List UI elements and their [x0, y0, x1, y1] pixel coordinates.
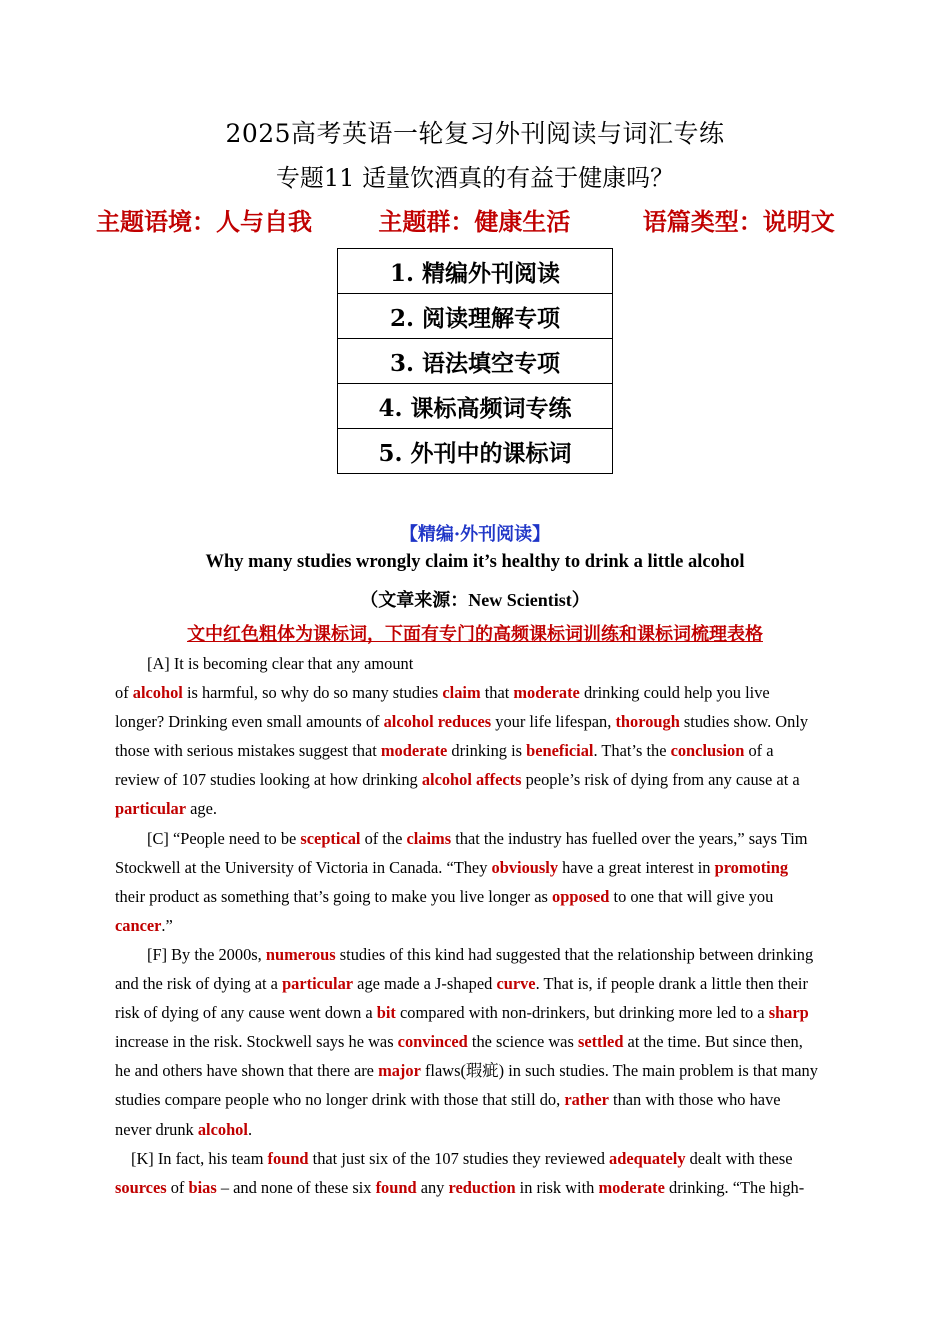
article-text: any: [416, 1177, 449, 1197]
article-text: [C] “People need to be: [147, 828, 301, 848]
article-line: [115, 824, 840, 853]
vocab-keyword: opposed: [552, 886, 610, 906]
article-text: [K] In fact, his team: [131, 1148, 268, 1168]
article-text: studies of this kind had suggested that the relationship between drinking: [335, 944, 814, 964]
article-text: studies compare people who no longer drink with those that still do,: [115, 1090, 565, 1110]
article-line: [115, 649, 840, 678]
vocab-keyword: sceptical: [300, 828, 361, 848]
vocab-keyword: claim: [442, 683, 481, 703]
section-label: 【精编·外刊阅读】: [399, 524, 551, 545]
article-text: . That’s the: [593, 741, 671, 761]
article-text: drinking. “The high-: [664, 1177, 805, 1197]
article-text: flaws(瑕疵) in such studies. The main problem is that many: [420, 1061, 818, 1081]
vocab-keyword: obviously: [491, 857, 559, 877]
article-text: age.: [186, 799, 217, 819]
article-text: he and others have shown that there are: [115, 1061, 379, 1081]
article-line: [115, 1056, 840, 1085]
article-text: dealt with these: [685, 1148, 793, 1168]
article-line: [115, 1115, 840, 1144]
article-line: [115, 765, 840, 794]
article-text: in risk with: [515, 1177, 599, 1197]
article-text: people’s risk of dying from any cause at a: [521, 770, 800, 790]
article-line: [115, 736, 840, 765]
article-text: compared with non-drinkers, but drinking more led to a: [395, 1003, 769, 1023]
contents-item-2: 2. 阅读理解专项: [338, 294, 613, 339]
vocab-keyword: conclusion: [670, 741, 745, 761]
article-text: your life lifespan,: [491, 712, 616, 732]
article-line: [115, 1144, 840, 1173]
article-text: increase in the risk. Stockwell says he was: [115, 1032, 398, 1052]
article-text: those with serious mistakes suggest that: [115, 741, 381, 761]
vocab-keyword: alcohol reduces: [383, 712, 492, 732]
vocab-keyword: curve: [496, 974, 536, 994]
article-line: [115, 1027, 840, 1056]
source-name: New Scientist: [468, 590, 572, 610]
vocab-keyword: adequately: [609, 1148, 686, 1168]
vocab-keyword: alcohol: [132, 683, 183, 703]
article-line: [115, 998, 840, 1027]
vocab-keyword: moderate: [380, 741, 448, 761]
article-text: .”: [161, 915, 173, 935]
article-text: than with those who have: [608, 1090, 781, 1110]
article-text: of a: [744, 741, 774, 761]
article-text: drinking is: [447, 741, 527, 761]
vocab-keyword: settled: [577, 1032, 624, 1052]
article-line: [115, 940, 840, 969]
article-body: [115, 649, 840, 1202]
article-text: age made a J-shaped: [353, 974, 497, 994]
vocab-keyword: moderate: [513, 683, 580, 703]
vocab-keyword: sources: [115, 1177, 167, 1197]
theme-group: 主题群：健康生活: [378, 207, 571, 236]
vocab-keyword: numerous: [265, 944, 336, 964]
article-text: Stockwell at the University of Victoria in Canada. “They: [115, 857, 492, 877]
article-text: . That is, if people drank a little then their: [535, 974, 808, 994]
vocab-keyword: found: [267, 1148, 309, 1168]
vocab-keyword: moderate: [598, 1177, 665, 1197]
vocab-keyword: bias: [188, 1177, 217, 1197]
source-prefix: （文章来源：: [360, 590, 469, 611]
article-line: [115, 707, 840, 736]
source-suffix: ）: [571, 590, 590, 611]
article-text: longer? Drinking even small amounts of: [115, 712, 384, 732]
article-text: of: [166, 1177, 189, 1197]
contents-table: [337, 248, 613, 474]
article-text: drinking could help you live: [579, 683, 770, 703]
vocab-keyword: alcohol affects: [421, 770, 522, 790]
vocab-keyword: claims: [406, 828, 452, 848]
article-line: [115, 678, 840, 707]
vocab-keyword: thorough: [615, 712, 680, 732]
article-text: .: [247, 1119, 253, 1139]
article-text: that the industry has fuelled over the years,” says Tim: [451, 828, 808, 848]
vocab-keyword: sharp: [768, 1003, 809, 1023]
article-text: review of 107 studies looking at how drinking: [115, 770, 422, 790]
theme-context: 主题语境：人与自我: [96, 207, 312, 236]
theme-genre: 语篇类型：说明文: [642, 207, 835, 236]
vocab-keyword: particular: [115, 799, 187, 819]
article-text: their product as something that’s going to make you live longer as: [115, 886, 553, 906]
contents-item-3: 3. 语法填空专项: [338, 339, 613, 384]
article-text: – and none of these six: [216, 1177, 376, 1197]
contents-item-4: 4. 课标高频词专练: [338, 384, 613, 429]
article-text: of the: [360, 828, 407, 848]
article-line: [115, 853, 840, 882]
vocab-keyword: alcohol: [197, 1119, 248, 1139]
document-title: 2025高考英语一轮复习外刊阅读与词汇专练: [225, 119, 725, 148]
vocab-keyword: bit: [376, 1003, 396, 1023]
vocab-keyword: particular: [282, 974, 354, 994]
article-text: that: [480, 683, 514, 703]
article-line: [115, 1085, 840, 1114]
article-line: [115, 911, 840, 940]
article-text: have a great interest in: [558, 857, 715, 877]
vocab-keyword: reduction: [448, 1177, 516, 1197]
article-text: at the time. But since then,: [623, 1032, 803, 1052]
article-text: never drunk: [115, 1119, 198, 1139]
article-text: and the risk of dying at a: [115, 974, 283, 994]
article-text: to one that will give you: [609, 886, 774, 906]
article-line: [115, 969, 840, 998]
article-text: the science was: [467, 1032, 578, 1052]
document-subtitle: 专题11 适量饮酒真的有益于健康吗？: [275, 164, 675, 192]
article-text: is harmful, so why do so many studies: [182, 683, 443, 703]
article-text: of: [115, 683, 133, 703]
contents-item-1: 1. 精编外刊阅读: [338, 249, 613, 294]
vocab-keyword: convinced: [397, 1032, 468, 1052]
vocab-keyword: cancer: [115, 915, 162, 935]
article-text: studies show. Only: [679, 712, 809, 732]
article-line: [115, 882, 840, 911]
contents-item-5: 5. 外刊中的课标词: [338, 429, 613, 474]
article-text: risk of dying of any cause went down a: [115, 1003, 377, 1023]
vocab-keyword: promoting: [714, 857, 789, 877]
vocabulary-note: 文中红色粗体为课标词，下面有专门的高频课标词训练和课标词梳理表格: [187, 624, 763, 645]
vocab-keyword: found: [375, 1177, 417, 1197]
article-title: Why many studies wrongly claim it’s healthy to drink a little alcohol: [205, 552, 745, 572]
vocab-keyword: rather: [564, 1090, 609, 1110]
article-text: [F] By the 2000s,: [147, 944, 266, 964]
vocab-keyword: major: [378, 1061, 421, 1081]
theme-line: [96, 202, 856, 237]
article-line: [115, 794, 840, 823]
article-source: [0, 586, 950, 612]
article-text: that just six of the 107 studies they reviewed: [308, 1148, 610, 1168]
vocab-keyword: beneficial: [526, 741, 594, 761]
article-line: [115, 1173, 840, 1202]
article-text: [A] It is becoming clear that any amount: [147, 654, 414, 673]
